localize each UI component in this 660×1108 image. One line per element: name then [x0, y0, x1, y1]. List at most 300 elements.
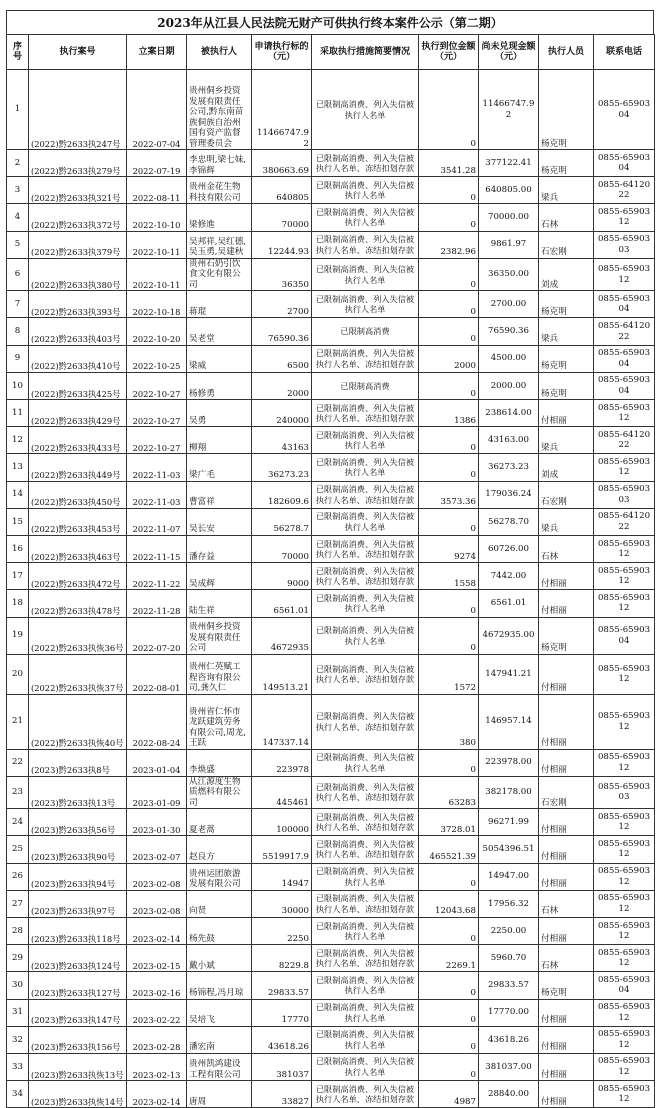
cell-measures: 已限制高消费、列入失信被执行人名单、冻结扣划存款 [312, 1081, 419, 1108]
cell-phone: 0855-6590312 [594, 1026, 655, 1053]
cell-seq: 15 [7, 508, 29, 535]
cell-seq: 32 [7, 1026, 29, 1053]
cell-measures: 已限制高消费、列入失信被执行人名单 [312, 749, 419, 776]
cell-party: 贵州石奶引饮食文化有限公司 [187, 258, 252, 291]
cell-seq: 33 [7, 1053, 29, 1080]
cell-measures: 已限制高消费、列入失信被执行人名单、冻结扣划存款 [312, 231, 419, 258]
cell-officer: 刘成 [539, 454, 594, 481]
cell-seq: 34 [7, 1081, 29, 1108]
cell-filing-date: 2022-11-28 [127, 590, 187, 617]
header-seq: 序号 [7, 35, 29, 70]
cell-party: 杨锦程,冯月琼 [187, 972, 252, 999]
cell-seq: 28 [7, 917, 29, 944]
table-row [7, 694, 655, 749]
cell-measures: 已限制高消费、列入失信被执行人名单、冻结扣划存款 [312, 694, 419, 749]
cell-party: 李忠明,梁七妹,李锦辉 [187, 150, 252, 177]
cell-phone: 0855-6590312 [594, 863, 655, 890]
header-phone: 联系电话 [594, 35, 655, 70]
cell-officer: 梁兵 [539, 177, 594, 204]
cell-balance: 43163.00 [479, 427, 539, 454]
cell-paid: 0 [419, 318, 479, 345]
cell-officer: 石宏刚 [539, 776, 594, 809]
cell-case-number: (2023)黔2633执恢13号 [29, 1053, 127, 1080]
cell-balance: 14947.00 [479, 863, 539, 890]
cell-party: 梁威 [187, 345, 252, 372]
table-row [7, 999, 655, 1026]
cell-officer: 付相丽 [539, 917, 594, 944]
table-row [7, 617, 655, 654]
cell-amount: 6500 [252, 345, 312, 372]
table-row [7, 231, 655, 258]
cell-case-number: (2022)黔2633执恢40号 [29, 694, 127, 749]
table-row [7, 749, 655, 776]
cell-phone: 0855-6590303 [594, 231, 655, 258]
cell-filing-date: 2022-10-20 [127, 318, 187, 345]
cell-balance: 76590.36 [479, 318, 539, 345]
cell-measures: 已限制高消费、列入失信被执行人名单 [312, 454, 419, 481]
table-row [7, 1053, 655, 1080]
cell-amount: 2700 [252, 291, 312, 318]
cell-filing-date: 2023-01-04 [127, 749, 187, 776]
cell-paid: 0 [419, 372, 479, 399]
cell-amount: 70000 [252, 535, 312, 562]
cell-seq: 25 [7, 836, 29, 863]
cell-paid: 63283 [419, 776, 479, 809]
cell-amount: 381037 [252, 1053, 312, 1080]
cell-filing-date: 2022-10-10 [127, 204, 187, 231]
cell-amount: 640805 [252, 177, 312, 204]
cell-party: 潘宏南 [187, 1026, 252, 1053]
cell-filing-date: 2023-02-14 [127, 917, 187, 944]
cell-amount: 12244.93 [252, 231, 312, 258]
cell-paid: 0 [419, 177, 479, 204]
cell-filing-date: 2022-07-04 [127, 70, 187, 150]
cell-officer: 付相丽 [539, 1081, 594, 1108]
cell-party: 杨先鼓 [187, 917, 252, 944]
cell-phone: 0855-6590312 [594, 890, 655, 917]
cell-case-number: (2022)黔2633执380号 [29, 258, 127, 291]
cell-filing-date: 2022-10-11 [127, 231, 187, 258]
cell-filing-date: 2022-10-27 [127, 427, 187, 454]
cell-balance: 5960.70 [479, 945, 539, 972]
cell-amount: 9000 [252, 563, 312, 590]
cell-amount: 380663.69 [252, 150, 312, 177]
cell-case-number: (2022)黔2633执425号 [29, 372, 127, 399]
cell-phone: 0855-6412022 [594, 427, 655, 454]
cell-seq: 13 [7, 454, 29, 481]
cell-phone: 0855-6590312 [594, 400, 655, 427]
cell-case-number: (2023)黔2633执90号 [29, 836, 127, 863]
cell-phone: 0855-6590304 [594, 345, 655, 372]
cell-filing-date: 2022-11-22 [127, 563, 187, 590]
cell-balance: 5054396.51 [479, 836, 539, 863]
cell-paid: 380 [419, 694, 479, 749]
cell-case-number: (2022)黔2633执393号 [29, 291, 127, 318]
cell-filing-date: 2023-02-16 [127, 972, 187, 999]
table-row [7, 1026, 655, 1053]
cell-seq: 4 [7, 204, 29, 231]
cell-filing-date: 2023-01-30 [127, 809, 187, 836]
cell-case-number: (2022)黔2633执463号 [29, 535, 127, 562]
cell-party: 向贤 [187, 890, 252, 917]
cell-seq: 6 [7, 258, 29, 291]
table-row [7, 481, 655, 508]
cell-filing-date: 2022-11-03 [127, 481, 187, 508]
table-row [7, 972, 655, 999]
cell-balance: 9861.97 [479, 231, 539, 258]
cell-filing-date: 2023-02-13 [127, 1053, 187, 1080]
cell-phone: 0855-6590312 [594, 1053, 655, 1080]
cell-balance: 4672935.00 [479, 617, 539, 654]
cell-party: 杨修勇 [187, 372, 252, 399]
table-row [7, 945, 655, 972]
cell-balance: 238614.00 [479, 400, 539, 427]
cell-paid: 3541.28 [419, 150, 479, 177]
cell-case-number: (2022)黔2633执478号 [29, 590, 127, 617]
cell-balance: 17956.32 [479, 890, 539, 917]
cell-filing-date: 2022-10-11 [127, 258, 187, 291]
cell-balance: 96271.99 [479, 809, 539, 836]
cell-phone: 0855-6590312 [594, 836, 655, 863]
cell-phone: 0855-6412022 [594, 318, 655, 345]
cell-balance: 147941.21 [479, 654, 539, 694]
cell-phone: 0855-6590312 [594, 917, 655, 944]
cell-phone: 0855-6590312 [594, 654, 655, 694]
cell-paid: 1386 [419, 400, 479, 427]
cell-officer: 付相丽 [539, 590, 594, 617]
cell-officer: 付相丽 [539, 999, 594, 1026]
cell-amount: 223978 [252, 749, 312, 776]
cell-case-number: (2022)黔2633执279号 [29, 150, 127, 177]
header-party: 被执行人 [187, 35, 252, 70]
cell-filing-date: 2022-11-15 [127, 535, 187, 562]
cell-paid: 2000 [419, 345, 479, 372]
cell-phone: 0855-6412022 [594, 508, 655, 535]
cell-paid: 1572 [419, 654, 479, 694]
cell-party: 赵良方 [187, 836, 252, 863]
cell-phone: 0855-6590312 [594, 535, 655, 562]
cell-case-number: (2023)黔2633执97号 [29, 890, 127, 917]
cell-officer: 石宏刚 [539, 231, 594, 258]
cell-measures: 已限制高消费、列入失信被执行人名单、冻结扣划存款 [312, 481, 419, 508]
cell-seq: 18 [7, 590, 29, 617]
header-amount: 申请执行标的（元） [252, 35, 312, 70]
cell-officer: 石林 [539, 204, 594, 231]
cell-phone: 0855-6590312 [594, 809, 655, 836]
cell-paid: 0 [419, 291, 479, 318]
cell-officer: 梁兵 [539, 508, 594, 535]
cell-balance: 377122.41 [479, 150, 539, 177]
cell-case-number: (2022)黔2633执453号 [29, 508, 127, 535]
cell-filing-date: 2022-07-20 [127, 617, 187, 654]
cell-measures: 已限制高消费、列入失信被执行人名单 [312, 427, 419, 454]
table-row [7, 70, 655, 150]
cell-officer: 杨克明 [539, 972, 594, 999]
cell-party: 蒋琨 [187, 291, 252, 318]
cell-filing-date: 2023-02-28 [127, 1026, 187, 1053]
cell-measures: 已限制高消费、列入失信被执行人名单、冻结扣划存款 [312, 400, 419, 427]
cell-paid: 1558 [419, 563, 479, 590]
cell-case-number: (2023)黔2633执56号 [29, 809, 127, 836]
cell-case-number: (2023)黔2633执118号 [29, 917, 127, 944]
cell-measures: 已限制高消费、列入失信被执行人名单 [312, 917, 419, 944]
cell-measures: 已限制高消费、列入失信被执行人名单 [312, 590, 419, 617]
cell-measures: 已限制高消费、列入失信被执行人名单、冻结扣划存款 [312, 150, 419, 177]
cell-phone: 0855-6590312 [594, 563, 655, 590]
cell-paid: 9274 [419, 535, 479, 562]
cell-seq: 7 [7, 291, 29, 318]
table-body [7, 70, 655, 1108]
table-row [7, 917, 655, 944]
cell-case-number: (2023)黔2633执124号 [29, 945, 127, 972]
cell-measures: 已限制高消费、列入失信被执行人名单 [312, 617, 419, 654]
cell-filing-date: 2022-11-07 [127, 508, 187, 535]
cell-paid: 0 [419, 70, 479, 150]
cell-seq: 3 [7, 177, 29, 204]
cell-party: 吴老堂 [187, 318, 252, 345]
cell-filing-date: 2022-10-27 [127, 400, 187, 427]
cell-paid: 0 [419, 508, 479, 535]
cell-case-number: (2023)黔2633执13号 [29, 776, 127, 809]
table-row [7, 776, 655, 809]
cell-case-number: (2023)黔2633执94号 [29, 863, 127, 890]
cell-measures: 已限制高消费、列入失信被执行人名单 [312, 204, 419, 231]
cell-measures: 已限制高消费、列入失信被执行人名单、冻结扣划存款 [312, 809, 419, 836]
cell-party: 吴勇 [187, 400, 252, 427]
cell-officer: 石林 [539, 890, 594, 917]
cell-balance: 382178.00 [479, 776, 539, 809]
cell-case-number: (2022)黔2633执433号 [29, 427, 127, 454]
cell-officer: 石林 [539, 535, 594, 562]
cell-party: 柳翔 [187, 427, 252, 454]
cell-amount: 43163 [252, 427, 312, 454]
cell-party: 梁修進 [187, 204, 252, 231]
cell-filing-date: 2022-11-03 [127, 454, 187, 481]
cell-measures: 已限制高消费、列入失信被执行人名单、冻结扣划存款 [312, 945, 419, 972]
cell-filing-date: 2022-07-19 [127, 150, 187, 177]
cell-seq: 19 [7, 617, 29, 654]
cell-case-number: (2022)黔2633执449号 [29, 454, 127, 481]
table-row [7, 836, 655, 863]
cell-amount: 8229.8 [252, 945, 312, 972]
cell-officer: 杨克明 [539, 345, 594, 372]
cell-paid: 3728.01 [419, 809, 479, 836]
cell-paid: 0 [419, 749, 479, 776]
cell-officer: 付相丽 [539, 749, 594, 776]
header-balance: 尚未兑现金额（元） [479, 35, 539, 70]
cell-officer: 付相丽 [539, 694, 594, 749]
cell-seq: 1 [7, 70, 29, 150]
cell-phone: 0855-6590303 [594, 776, 655, 809]
cell-paid: 0 [419, 204, 479, 231]
table-row [7, 150, 655, 177]
table-row [7, 427, 655, 454]
cell-measures: 已限制高消费、列入失信被执行人名单、冻结扣划存款 [312, 776, 419, 809]
cell-case-number: (2023)黔2633执8号 [29, 749, 127, 776]
cell-phone: 0855-6590304 [594, 291, 655, 318]
cell-case-number: (2022)黔2633执379号 [29, 231, 127, 258]
cell-officer: 梁兵 [539, 318, 594, 345]
header-filing-date: 立案日期 [127, 35, 187, 70]
cell-paid: 0 [419, 454, 479, 481]
cell-paid: 0 [419, 917, 479, 944]
cell-case-number: (2023)黔2633执156号 [29, 1026, 127, 1053]
cell-phone: 0855-6590312 [594, 454, 655, 481]
cell-filing-date: 2022-10-18 [127, 291, 187, 318]
header-paid: 执行到位金额（元） [419, 35, 479, 70]
cell-case-number: (2023)黔2633执127号 [29, 972, 127, 999]
header-case-number: 执行案号 [29, 35, 127, 70]
cell-paid: 0 [419, 590, 479, 617]
cell-balance: 36350.00 [479, 258, 539, 291]
cell-phone: 0855-6590312 [594, 1081, 655, 1108]
cell-seq: 9 [7, 345, 29, 372]
cell-phone: 0855-6590312 [594, 258, 655, 291]
cell-officer: 梁兵 [539, 427, 594, 454]
cell-amount: 149513.21 [252, 654, 312, 694]
cell-measures: 已限制高消费、列入失信被执行人名单 [312, 1053, 419, 1080]
cell-paid: 465521.39 [419, 836, 479, 863]
cell-seq: 14 [7, 481, 29, 508]
cell-amount: 2000 [252, 372, 312, 399]
cell-phone: 0855-6590304 [594, 372, 655, 399]
cell-seq: 10 [7, 372, 29, 399]
cell-party: 曹富祥 [187, 481, 252, 508]
cell-amount: 100000 [252, 809, 312, 836]
cell-case-number: (2022)黔2633执403号 [29, 318, 127, 345]
cell-seq: 23 [7, 776, 29, 809]
header-measures: 采取执行措施简要情况 [312, 35, 419, 70]
cell-amount: 182609.6 [252, 481, 312, 508]
cell-balance: 70000.00 [479, 204, 539, 231]
cell-case-number: (2022)黔2633执321号 [29, 177, 127, 204]
cell-case-number: (2022)黔2633执恢36号 [29, 617, 127, 654]
cell-case-number: (2023)黔2633执147号 [29, 999, 127, 1026]
cell-balance: 4500.00 [479, 345, 539, 372]
cell-filing-date: 2022-10-25 [127, 345, 187, 372]
cell-party: 吴长安 [187, 508, 252, 535]
cell-measures: 已限制高消费、列入失信被执行人名单 [312, 972, 419, 999]
cell-officer: 付相丽 [539, 563, 594, 590]
cell-party: 吴培飞 [187, 999, 252, 1026]
page-title: 2023年从江县人民法院无财产可供执行终本案件公示（第二期） [6, 10, 654, 34]
cell-officer: 石林 [539, 945, 594, 972]
table-row [7, 1081, 655, 1108]
cell-party: 李焕盛 [187, 749, 252, 776]
cell-party: 吴邦祥,吴红德,吴玉勇,吴建秋 [187, 231, 252, 258]
table-row [7, 318, 655, 345]
cell-party: 贵州侗乡投资发展有限责任公司,黔东南苗族侗族自治州国有资产监督管理委员会 [187, 70, 252, 150]
cell-party: 贵州侗乡投资发展有限责任公司 [187, 617, 252, 654]
cell-measures: 已限制高消费、列入失信被执行人名单、冻结扣划存款 [312, 345, 419, 372]
cell-phone: 0855-6590312 [594, 590, 655, 617]
cell-balance: 179036.24 [479, 481, 539, 508]
cell-amount: 33827 [252, 1081, 312, 1108]
cell-officer: 付相丽 [539, 809, 594, 836]
table-row [7, 654, 655, 694]
cell-paid: 12043.68 [419, 890, 479, 917]
cell-seq: 27 [7, 890, 29, 917]
cell-balance: 43618.26 [479, 1026, 539, 1053]
cell-paid: 0 [419, 863, 479, 890]
cell-filing-date: 2023-02-22 [127, 999, 187, 1026]
cell-measures: 已限制高消费、列入失信被执行人名单 [312, 999, 419, 1026]
cell-amount: 56278.7 [252, 508, 312, 535]
cell-amount: 5519917.9 [252, 836, 312, 863]
cell-amount: 14947 [252, 863, 312, 890]
cell-phone: 0855-6590312 [594, 694, 655, 749]
cell-balance: 28840.00 [479, 1081, 539, 1108]
cell-party: 贵州凯鸿建设工程有限公司 [187, 1053, 252, 1080]
cell-phone: 0855-6590303 [594, 481, 655, 508]
cell-paid: 2382.96 [419, 231, 479, 258]
cell-seq: 22 [7, 749, 29, 776]
cell-phone: 0855-6590312 [594, 999, 655, 1026]
cell-phone: 0855-6590304 [594, 972, 655, 999]
cell-amount: 36350 [252, 258, 312, 291]
cell-paid: 4987 [419, 1081, 479, 1108]
cell-paid: 0 [419, 617, 479, 654]
cell-balance: 640805.00 [479, 177, 539, 204]
cell-officer: 付相丽 [539, 836, 594, 863]
cell-officer: 杨克明 [539, 70, 594, 150]
cell-party: 梁广毛 [187, 454, 252, 481]
cell-balance: 29833.57 [479, 972, 539, 999]
cell-party: 贵州金花生物科技有限公司 [187, 177, 252, 204]
table-row [7, 590, 655, 617]
cell-paid: 2269.1 [419, 945, 479, 972]
cell-balance: 146957.14 [479, 694, 539, 749]
cell-balance: 17770.00 [479, 999, 539, 1026]
cell-officer: 杨克明 [539, 372, 594, 399]
cell-case-number: (2022)黔2633执恢37号 [29, 654, 127, 694]
cell-party: 贵州省仁怀市龙跃建筑劳务有限公司,周龙,王跃 [187, 694, 252, 749]
cell-measures: 已限制高消费 [312, 318, 419, 345]
cell-phone: 0855-6590304 [594, 150, 655, 177]
table-row [7, 372, 655, 399]
cell-balance: 11466747.92 [479, 70, 539, 150]
cell-case-number: (2022)黔2633执450号 [29, 481, 127, 508]
cell-seq: 31 [7, 999, 29, 1026]
table-row [7, 890, 655, 917]
cell-party: 吴成辉 [187, 563, 252, 590]
cell-seq: 24 [7, 809, 29, 836]
cell-filing-date: 2023-01-09 [127, 776, 187, 809]
cell-balance: 2000.00 [479, 372, 539, 399]
cell-filing-date: 2023-02-08 [127, 890, 187, 917]
cell-balance: 6561.01 [479, 590, 539, 617]
cell-filing-date: 2023-02-07 [127, 836, 187, 863]
cell-measures: 已限制高消费、列入失信被执行人名单、冻结扣划存款 [312, 836, 419, 863]
cell-amount: 240000 [252, 400, 312, 427]
cell-case-number: (2023)黔2633执恢14号 [29, 1081, 127, 1108]
cell-balance: 56278.70 [479, 508, 539, 535]
table-row [7, 177, 655, 204]
cell-filing-date: 2022-08-24 [127, 694, 187, 749]
cell-paid: 0 [419, 427, 479, 454]
cell-balance: 60726.00 [479, 535, 539, 562]
cell-phone: 0855-6412022 [594, 177, 655, 204]
cell-paid: 0 [419, 258, 479, 291]
cell-seq: 30 [7, 972, 29, 999]
cell-amount: 29833.57 [252, 972, 312, 999]
cell-amount: 76590.36 [252, 318, 312, 345]
cell-officer: 付相丽 [539, 1053, 594, 1080]
cell-phone: 0855-6590312 [594, 749, 655, 776]
cell-amount: 43618.26 [252, 1026, 312, 1053]
cell-balance: 36273.23 [479, 454, 539, 481]
cell-filing-date: 2023-02-14 [127, 1081, 187, 1108]
